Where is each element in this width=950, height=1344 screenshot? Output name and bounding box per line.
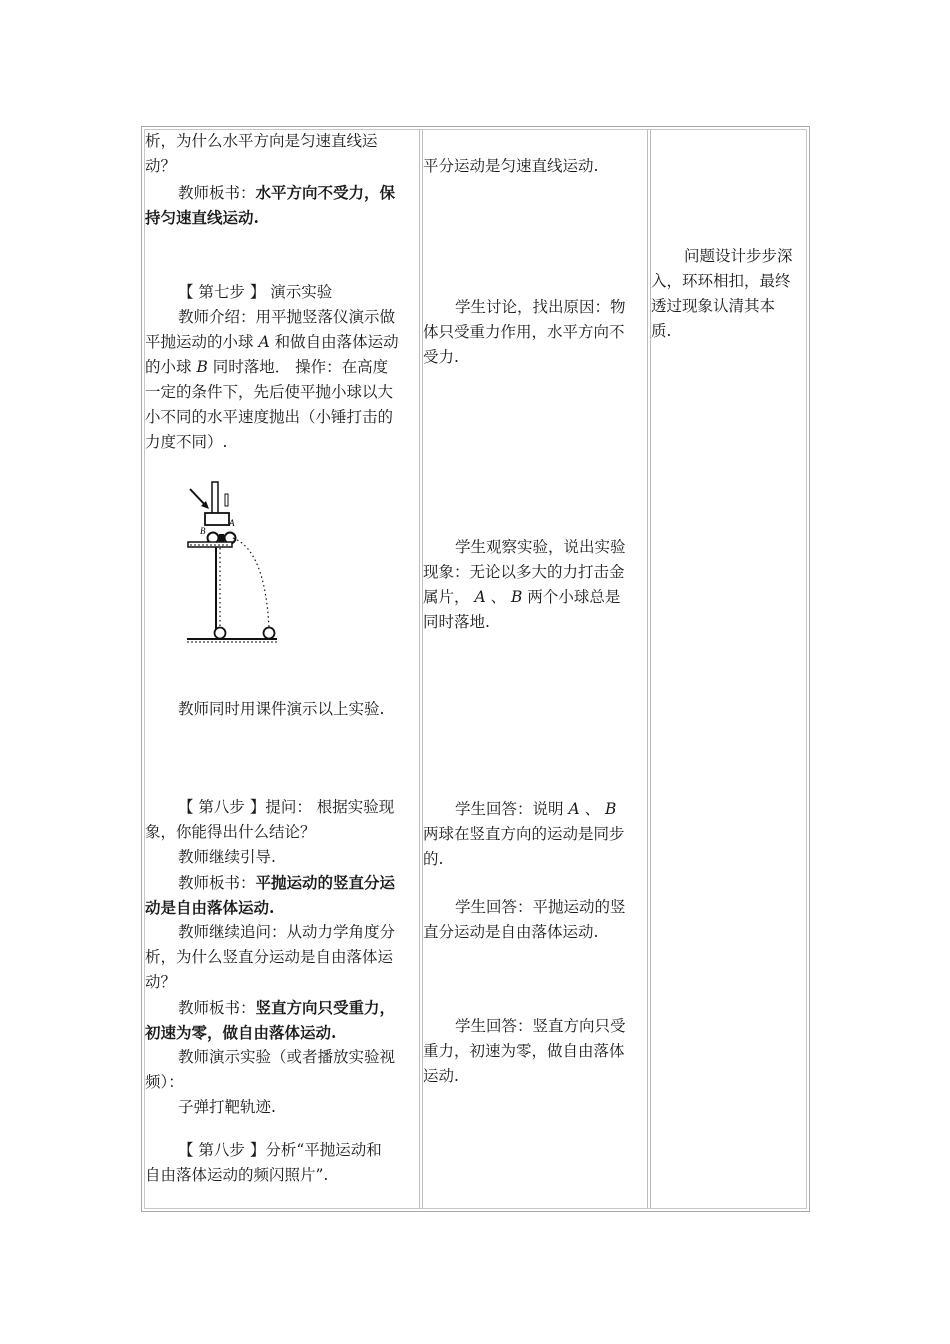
ball-a-landed-icon	[264, 628, 275, 639]
variable-text: B	[605, 800, 617, 818]
text-line: 同时落地.	[423, 613, 490, 631]
device-block-icon	[205, 513, 229, 525]
text-line: 一定的条件下，先后使平抛小球以大	[145, 383, 394, 401]
text-line	[423, 585, 620, 610]
text-line	[145, 330, 399, 355]
text-line: 学生回答：平抛运动的竖	[455, 898, 626, 916]
text-line	[178, 870, 395, 896]
text-line: 动？	[145, 157, 177, 175]
text-fragment: 属片，	[423, 588, 475, 606]
text-line: 子弹打靶轨迹.	[178, 1098, 276, 1116]
text-line: 频）：	[145, 1073, 184, 1091]
text-line: 学生回答：竖直方向只受	[455, 1017, 626, 1035]
text-line: 教师同时用课件演示以上实验.	[178, 700, 385, 718]
text-fragment: 的小球	[145, 358, 197, 376]
text-line	[178, 180, 395, 206]
text-line: 问题设计步步深	[684, 247, 793, 265]
rod-icon	[212, 482, 218, 514]
text-line: 质.	[651, 322, 672, 340]
text-line: 现象：无论以多大的力打击金	[423, 563, 625, 581]
text-line: 教师介绍：用平抛竖落仪演示做	[178, 308, 396, 326]
bold-text-line: 初速为零，做自由落体运动.	[145, 1023, 337, 1042]
text-fragment: 平抛运动的小球	[145, 333, 259, 351]
step-heading: 【 第八步 】提问： 根据实验现	[178, 798, 395, 816]
text-fragment: 、	[579, 800, 605, 818]
text-line: 析，为什么水平方向是匀速直线运	[145, 132, 378, 150]
label-text: 教师板书：	[178, 874, 256, 892]
bold-text: 竖直方向只受重力，	[255, 998, 396, 1017]
variable-text: A	[258, 333, 270, 351]
step-heading: 【 第七步 】 演示实验	[178, 283, 333, 301]
bold-text: 水平方向不受力，保	[255, 183, 396, 202]
text-line: 透过现象认清其本	[651, 297, 776, 315]
text-line: 教师继续引导.	[178, 848, 276, 866]
text-line: 学生观察实验，说出实验	[455, 538, 626, 556]
text-line: 析，为什么竖直分运动是自由落体运	[145, 948, 394, 966]
variable-text: A	[568, 800, 580, 818]
label-a: A	[229, 518, 235, 528]
text-line	[145, 355, 388, 380]
text-line: 动？	[145, 973, 177, 991]
text-fragment: 和做自由落体运动	[269, 333, 399, 351]
label-b: B	[200, 526, 206, 536]
pin-icon	[225, 494, 228, 506]
text-line: 运动.	[423, 1067, 459, 1085]
text-fragment: 学生回答：说明	[455, 800, 569, 818]
ball-b-landed-icon	[215, 628, 226, 639]
column-divider	[647, 129, 648, 1209]
text-line: 自由落体运动的频闪照片”.	[145, 1166, 329, 1184]
text-line: 平分运动是匀速直线运动.	[423, 157, 599, 175]
text-line: 学生讨论，找出原因：物	[455, 298, 626, 316]
text-line	[455, 797, 616, 822]
variable-text: B	[196, 358, 208, 376]
variable-text: A	[474, 588, 486, 606]
text-fragment: 同时落地． 操作：在高度	[207, 358, 389, 376]
bold-text: 平抛运动的竖直分运	[255, 873, 396, 892]
text-fragment: 两个小球总是	[522, 588, 621, 606]
text-line: 的.	[423, 850, 444, 868]
label-text: 教师板书：	[178, 999, 256, 1017]
bold-text-line: 持匀速直线运动.	[145, 208, 259, 227]
step-heading: 【 第八步 】分析“平抛运动和	[178, 1141, 382, 1159]
text-line: 象，你能得出什么结论？	[145, 823, 316, 841]
text-line: 力度不同）.	[145, 433, 228, 451]
text-line: 入，环环相扣，最终	[651, 272, 791, 290]
text-line: 直分运动是自由落体运动.	[423, 923, 599, 941]
projectile-apparatus-figure	[185, 480, 280, 650]
label-text: 教师板书：	[178, 184, 256, 202]
text-line: 教师继续追问：从动力学角度分	[178, 923, 396, 941]
text-line: 重力，初速为零，做自由落体	[423, 1042, 625, 1060]
bold-text-line: 动是自由落体运动.	[145, 898, 275, 917]
text-line	[178, 995, 395, 1021]
text-line: 受力.	[423, 348, 459, 366]
projectile-path-icon	[233, 538, 269, 628]
text-line: 小不同的水平速度抛出（小锤打击的	[145, 408, 394, 426]
text-line: 体只受重力作用，水平方向不	[423, 323, 625, 341]
column-divider	[419, 129, 420, 1209]
metal-plate-icon	[219, 534, 224, 542]
text-line: 两球在竖直方向的运动是同步	[423, 825, 625, 843]
text-fragment: 、	[485, 588, 511, 606]
text-line: 教师演示实验（或者播放实验视	[178, 1048, 396, 1066]
variable-text: B	[511, 588, 523, 606]
